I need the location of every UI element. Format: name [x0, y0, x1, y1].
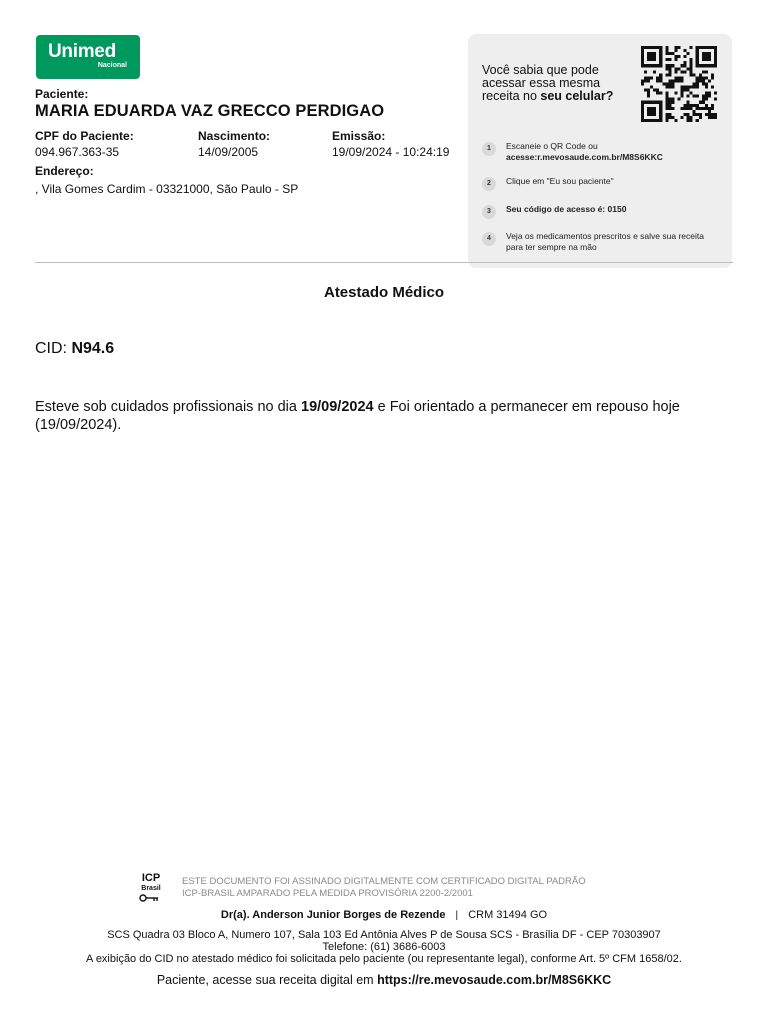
- cid-line: [35, 340, 114, 358]
- logo-sub: Nacional: [97, 62, 127, 69]
- address-value: , Vila Gomes Cardim - 03321000, São Paulo - SP: [35, 182, 299, 196]
- cpf-value: 094.967.363-35: [35, 145, 120, 159]
- body-date: 19/09/2024: [301, 399, 374, 415]
- step-access-code: Seu código de acesso é: 0150: [506, 204, 627, 214]
- doctor-separator: |: [455, 910, 459, 921]
- icp-logo-top: ICP: [141, 872, 161, 884]
- qr-code-icon[interactable]: [640, 46, 718, 122]
- birth-label: Nascimento:: [198, 129, 271, 143]
- logo-brand: Unimed: [48, 41, 116, 62]
- certificate-text: [35, 398, 735, 434]
- access-url-link[interactable]: https://re.mevosaude.com.br/M8S6KKC: [377, 973, 612, 987]
- body-text-prefix: Esteve sob cuidados profissionais no dia: [35, 399, 301, 415]
- clinic-address: SCS Quadra 03 Bloco A, Numero 107, Sala 103 Ed Antônia Alves P de Sousa SCS - Brasília DF - CEP 70303907: [107, 929, 661, 941]
- digital-signature-notice: [182, 876, 586, 900]
- header-divider: [35, 262, 733, 263]
- cpf-label: CPF do Paciente:: [35, 129, 134, 143]
- step-text: Clique em "Eu sou paciente": [506, 176, 614, 186]
- step-number: 1: [482, 142, 496, 156]
- doctor-line: [0, 909, 768, 921]
- emission-label: Emissão:: [332, 129, 386, 143]
- step-link[interactable]: acesse:r.mevosaude.com.br/M8S6KKC: [506, 152, 663, 162]
- clinic-phone: Telefone: (61) 3686-6003: [322, 941, 446, 953]
- address-label: Endereço:: [35, 164, 94, 178]
- cid-value: N94.6: [71, 340, 115, 357]
- birth-value: 14/09/2005: [198, 145, 259, 159]
- step-text: Veja os medicamentos prescritos e salve sua receita para ter sempre na mão: [506, 231, 704, 252]
- step-number: 2: [482, 177, 496, 191]
- cid-disclosure-notice: A exibição do CID no atestado médico foi solicitada pelo paciente (ou representante legal), conforme Art. 5º CFM 1658/02.: [86, 953, 682, 965]
- doctor-crm: CRM 31494 GO: [468, 909, 548, 921]
- signature-notice-line1: ESTE DOCUMENTO FOI ASSINADO DIGITALMENTE COM CERTIFICADO DIGITAL PADRÃO: [182, 876, 586, 887]
- icp-logo-bottom: Brasil: [141, 885, 161, 892]
- emission-value: 19/09/2024 - 10:24:19: [332, 145, 450, 159]
- cid-label: CID:: [35, 340, 67, 357]
- card-question-text: Você sabia que pode acessar essa mesma receita no: [482, 63, 601, 103]
- document-title: Atestado Médico: [323, 284, 444, 301]
- body-text-suffix: e Foi orientado a permanecer em repouso hoje (19/09/2024).: [35, 399, 680, 433]
- card-question: [482, 64, 632, 103]
- step-number: 4: [482, 232, 496, 246]
- step-text: Escaneie o QR Code ou: [506, 141, 598, 151]
- card-question-bold: seu celular?: [540, 89, 614, 103]
- patient-label: Paciente:: [35, 87, 89, 101]
- unimed-logo: [36, 35, 140, 79]
- access-prefix: Paciente, acesse sua receita digital em: [156, 973, 378, 987]
- doctor-name: Dr(a). Anderson Junior Borges de Rezende: [220, 909, 446, 921]
- signature-notice-line2: ICP-BRASIL AMPARADO PELA MEDIDA PROVISÓRIA 2200-2/2001: [182, 888, 473, 899]
- digital-access-line: [0, 973, 768, 987]
- step-number: 3: [482, 205, 496, 219]
- icp-brasil-logo-icon: [136, 870, 166, 904]
- patient-name: MARIA EDUARDA VAZ GRECCO PERDIGAO: [35, 102, 385, 120]
- mobile-access-card: [468, 34, 732, 268]
